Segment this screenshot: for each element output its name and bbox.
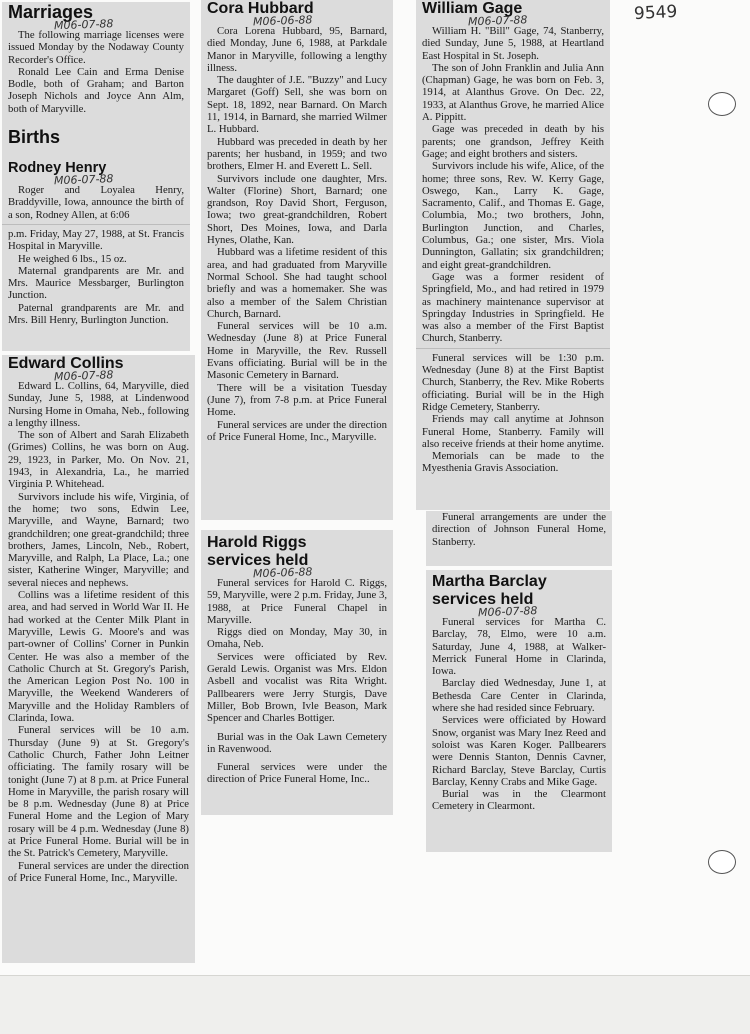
barclay-paragraph: Burial was in the Clearmont Cemetery in Clearmont.	[432, 788, 606, 813]
page-number: 9549	[633, 1, 678, 25]
barclay-heading-line1: Martha Barclay	[432, 573, 547, 590]
clipping-harold-riggs	[201, 530, 393, 815]
collins-paragraph: The son of Albert and Sarah Elizabeth (Grimes) Collins, he was born on Aug. 29, 1923, in Parker, Mo. On Nov. 21, 1943, in Alexandria, La., he married Virginia P. Whitehead.	[8, 429, 189, 491]
riggs-paragraph: Riggs died on Monday, May 30, in Omaha, Neb.	[207, 626, 387, 651]
barclay-heading-line2: services held	[432, 591, 534, 608]
riggs-paragraph: Services were officiated by Rev. Gerald Lewis. Organist was Mrs. Eldon Asbell and vocalist was Rita Wright. Pallbearers were Jerry Sturgis, Dave Miller, Bob Brown, Ivle Beason, Mark Spencer and Charles Bottiger.	[207, 650, 387, 725]
collins-paragraph: Funeral services are under the direction of Price Funeral Home, Inc., Maryville.	[8, 859, 189, 884]
hubbard-paragraph: Hubbard was preceded in death by her parents; her husband, in 1959; and two brothers, Elmer H. and Everett L. Sell.	[207, 135, 387, 173]
birth-paragraph: p.m. Friday, May 27, 1988, at St. Francis Hospital in Maryville.	[8, 227, 184, 253]
birth-paragraph: Paternal grandparents are Mr. and Mrs. Bill Henry, Burlington Junction.	[8, 301, 184, 327]
clipping-martha-barclay	[426, 570, 612, 852]
birth-date-note: M06-07-88	[53, 172, 114, 188]
binder-hole-top	[708, 92, 736, 116]
collins-date-note: M06-07-88	[53, 368, 114, 384]
births-heading: Births	[8, 127, 61, 148]
collins-paragraph: Collins was a lifetime resident of this area, and had served in World War II. He had worked at the Center Milk Plant in Maryville, Lewis G. Moore's and was part-owner of Collins' Corner in Punkin Center. He was also a member of the Catholic Church at St. Gregory's Parish, the American Legion Post No. 100 in Maryville, the Weekend Wanderers of Maryville and the Holiday Ramblers of Clarinda, Iowa.	[8, 589, 189, 725]
clipping-edward-collins	[2, 355, 195, 963]
gage-paragraph: Funeral arrangements are under the direction of Johnson Funeral Home, Stanberry.	[432, 511, 606, 548]
binder-hole-bottom	[708, 850, 736, 874]
collins-paragraph: Funeral services will be 10 a.m. Thursday (June 9) at St. Gregory's Catholic Church, Father John Leitner officiating. The family rosary will be tonight (June 7) at 8 p.m. at Price Funeral Home in Maryville, the parish rosary will be 8 p.m. Wednesday (June 8) at Price Funeral Home and the Legion of Mary rosary will be 4 p.m. Wednesday (June 8) at Price Funeral Home. Burial will be in the St. Patrick's Cemetery, Maryville.	[8, 724, 189, 860]
clipping-marriages-births	[2, 2, 190, 351]
hubbard-paragraph: Funeral services will be 10 a.m. Wednesday (June 8) at Price Funeral Home in Maryville, the Rev. Russell Evans officiating. Burial will be in the Masonic Cemetery in Barnard.	[207, 320, 387, 382]
collins-heading: Edward Collins	[8, 355, 124, 372]
birth-paragraph: He weighed 6 lbs., 15 oz.	[18, 252, 127, 265]
gage-paragraph: Gage was a former resident of Springfield, Mo., and had retired in 1979 as machinery maintenance supervisor at Springday Industries in Springfield. He was also a member of the First Baptist Church, Stanberry.	[422, 270, 604, 345]
hubbard-paragraph: Funeral services are under the direction of Price Funeral Home, Inc., Maryville.	[207, 418, 387, 443]
page-margin-below	[0, 975, 750, 1034]
hubbard-paragraph: Cora Lorena Hubbard, 95, Barnard, died Monday, June 6, 1988, at Parkdale Manor in Maryville, following a lengthy illness.	[207, 25, 387, 74]
hubbard-heading: Cora Hubbard	[207, 0, 314, 17]
hubbard-date-note: M06-06-88	[252, 13, 313, 29]
riggs-heading-line2: services held	[207, 552, 309, 569]
gage-paragraph: William H. "Bill" Gage, 74, Stanberry, died Sunday, June 5, 1988, at Heartland East Hospital in St. Joseph.	[422, 25, 604, 62]
clipping-cora-hubbard	[201, 0, 393, 520]
marriages-heading: Marriages	[8, 2, 94, 22]
marriages-paragraph: Ronald Lee Cain and Erma Denise Bodle, both of Graham; and Barton Joseph Nichols and Joyce Ann Alm, both of Maryville.	[8, 65, 184, 115]
clipping-divider	[2, 224, 190, 225]
hubbard-paragraph: Hubbard was a lifetime resident of this area, and had graduated from Maryville Normal School. She had taught school briefly and was a homemaker. She was also a member of the Salem Christian Church, Barnard.	[207, 246, 387, 320]
hubbard-paragraph: Survivors include one daughter, Mrs. Walter (Florine) Short, Barnard; one grandson, Roy David Short, Ferguson, Iowa; two great-grandchildren, Robert Short, Des Moines, Iowa, and Darla Hynes, Olathe, Kan.	[207, 172, 387, 247]
riggs-paragraph: Burial was in the Oak Lawn Cemetery in Ravenwood.	[207, 730, 387, 755]
birth-name-heading: Rodney Henry	[8, 160, 107, 177]
hubbard-paragraph: The daughter of J.E. "Buzzy" and Lucy Margaret (Goff) Sell, she was born on Sept. 18, 1892, near Barnard. On March 11, 1914, in Barnard, she married Wilmer L. Hubbard.	[207, 74, 387, 136]
gage-date-note: M06-07-88	[467, 13, 528, 29]
riggs-paragraph: Funeral services for Harold C. Riggs, 59, Maryville, were 2 p.m. Friday, June 3, 1988, at Price Funeral Chapel in Maryville.	[207, 577, 387, 626]
birth-paragraph: Maternal grandparents are Mr. and Mrs. Maurice Messbarger, Burlington Junction.	[8, 264, 184, 302]
barclay-paragraph: Funeral services for Martha C. Barclay, 78, Elmo, were 10 a.m. Saturday, June 4, 1988, at Walker-Merrick Funeral Home in Clarinda, Iowa.	[432, 616, 606, 678]
clipping-william-gage	[416, 0, 610, 510]
marriages-date-note: M06-07-88	[53, 17, 114, 33]
gage-paragraph: Funeral services will be 1:30 p.m. Wednesday (June 8) at the First Baptist Church, Stanberry, the Rev. Mike Roberts officiating. Burial will be in the High Ridge Cemetery, Stanberry.	[422, 351, 604, 413]
gage-paragraph: Survivors include his wife, Alice, of the home; three sons, Rev. W. Kerry Gage, Oswego, Kan., Larry K. Gage, Sacramento, Calif., and Thomas E. Gage, Columbia, Mo.; two brothers, John, Burlington Junction, and Charles, Columbus, Ga.; one sister, Mrs. Viola Dunnington, Gallatin; six grandchildren; and eight great-grandchildren.	[422, 160, 604, 271]
riggs-date-note: M06-06-88	[252, 565, 313, 581]
marriages-paragraph: The following marriage licenses were issued Monday by the Nodaway County Recorder's Office.	[8, 29, 184, 66]
gage-paragraph: Gage was preceded in death by his parents; one grandson, Jeffrey Keith Gage; and eight brothers and sisters.	[422, 123, 604, 160]
barclay-paragraph: Barclay died Wednesday, June 1, at Bethesda Care Center in Clarinda, where she had resided since February.	[432, 677, 606, 715]
collins-paragraph: Survivors include his wife, Virginia, of the home; two sons, Edwin Lee, Maryville, and Wayne, Barnard; two grandchildren; one great-grandchild; three brothers, James, Lincoln, Neb., Robert, Maryville, and Ralph, La Place, La.; one sister, Katherine Winger, Maryville; and several nieces and nephews.	[8, 490, 189, 589]
gage-paragraph: Friends may call anytime at Johnson Funeral Home, Stanberry. Family will also receive friends at their home anytime.	[422, 413, 604, 450]
gage-paragraph: Memorials can be made to the Myesthenia Gravis Association.	[422, 450, 604, 475]
birth-paragraph: Roger and Loyalea Henry, Braddyville, Iowa, announce the birth of a son, Rodney Allen, at 6:06	[8, 184, 184, 221]
clipping-william-gage-continued	[426, 511, 612, 566]
clipping-divider	[416, 348, 610, 349]
riggs-heading-line1: Harold Riggs	[207, 534, 307, 551]
gage-heading: William Gage	[422, 0, 523, 17]
barclay-paragraph: Services were officiated by Howard Snow, organist was Mary Inez Reed and soloist was Karen Koger. Pallbearers were Dennis Stanton, Dennis Cavner, Richard Barclay, Steve Barclay, Curtis Barclay, Kenny Crabs and Mike Gage.	[432, 714, 606, 788]
hubbard-paragraph: There will be a visitation Tuesday (June 7), from 7-8 p.m. at Price Funeral Home.	[207, 381, 387, 419]
barclay-date-note: M06-07-88	[477, 604, 538, 620]
gage-paragraph: The son of John Franklin and Julia Ann (Chapman) Gage, he was born on Feb. 3, 1914, at Alanthus Grove. On Dec. 22, 1933, at Alanthus Grove, he married Alice A. Pippitt.	[422, 61, 604, 124]
riggs-paragraph: Funeral services were under the direction of Price Funeral Home, Inc..	[207, 761, 387, 786]
collins-paragraph: Edward L. Collins, 64, Maryville, died Sunday, June 5, 1988, at Lindenwood Nursing Home in Omaha, Neb., following a lengthy illness.	[8, 380, 189, 429]
